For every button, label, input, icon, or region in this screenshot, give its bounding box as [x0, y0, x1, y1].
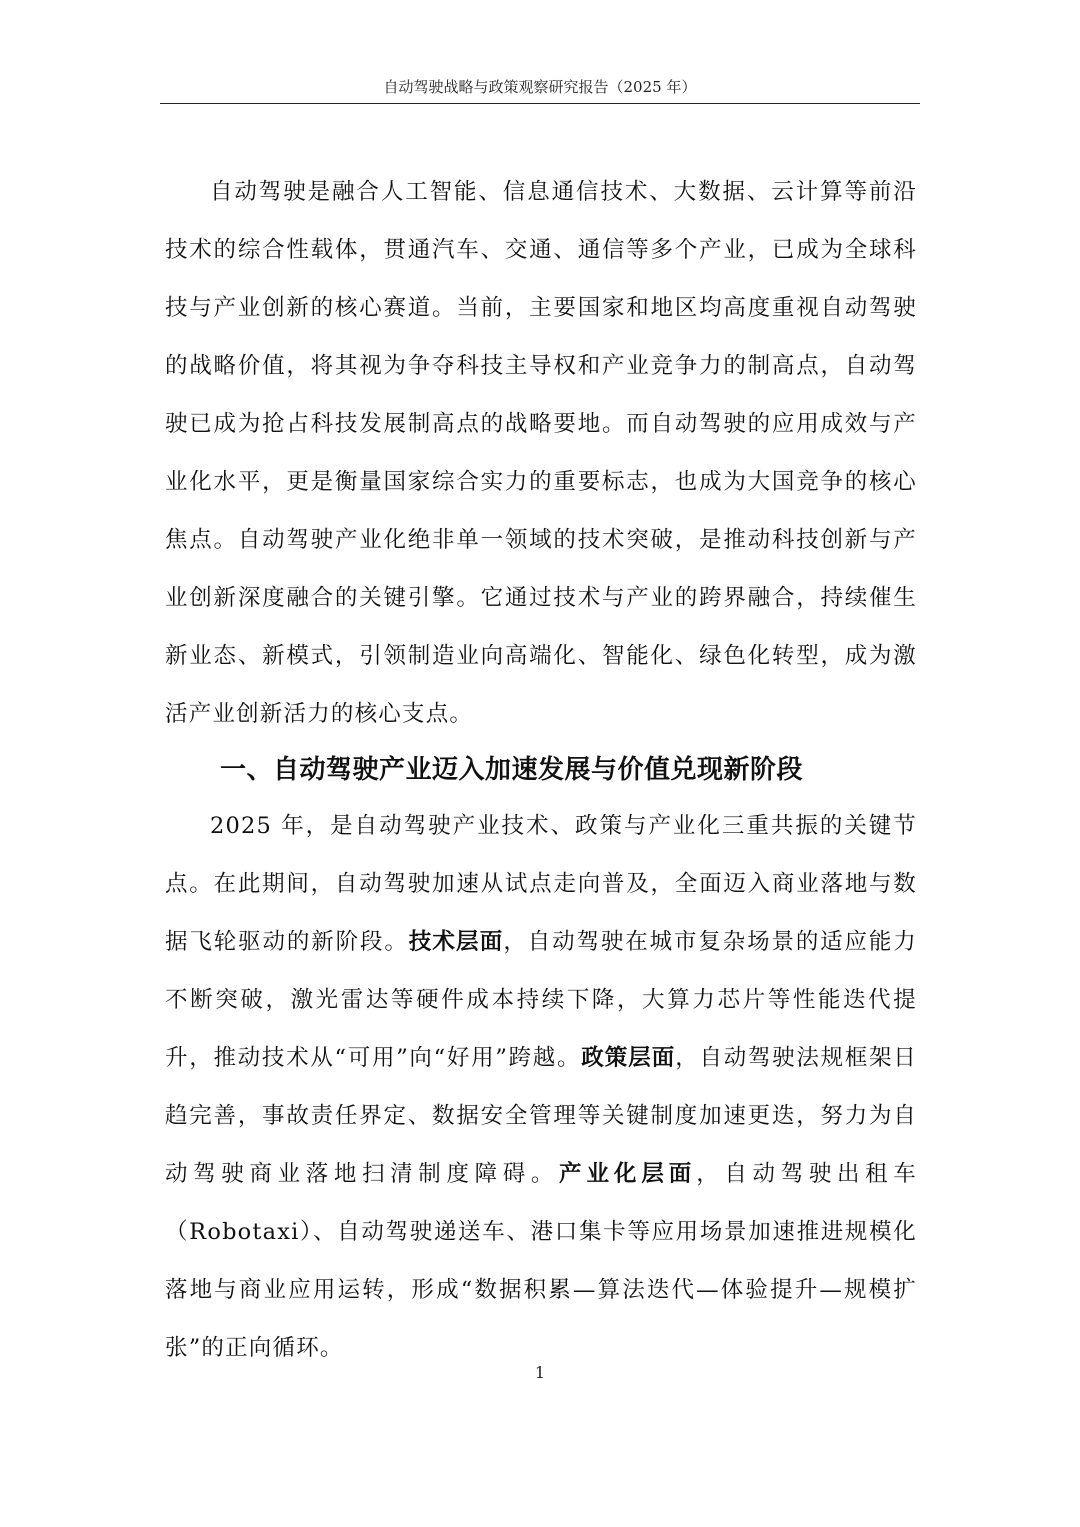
industry-level-label: 产业化层面 [559, 1161, 697, 1187]
section-intro-text: 2025 年，是自动驾驶产业技术、政策与产业化三重共振的关键节点。在此期间，自动驾驶加速从试点走向普及，全面迈入商业落地与数据飞轮驱动的新阶段。 [165, 813, 917, 955]
intro-paragraph: 自动驾驶是融合人工智能、信息通信技术、大数据、云计算等前沿技术的综合性载体，贯通汽车、交通、通信等多个产业，已成为全球科技与产业创新的核心赛道。当前，主要国家和地区均高度重视自动驾驶的战略价值，将其视为争夺科技主导权和产业竞争力的制高点，自动驾驶已成为抢占科技发展制高点的战略要地。而自动驾驶的应用成效与产业化水平，更是衡量国家综合实力的重要标志，也成为大国竞争的核心焦点。自动驾驶产业化绝非单一领域的技术突破，是推动科技创新与产业创新深度融合的关键引擎。它通过技术与产业的跨界融合，持续催生新业态、新模式，引领制造业向高端化、智能化、绿色化转型，成为激活产业创新活力的核心支点。 [165, 179, 917, 727]
section-heading: 一、自动驾驶产业迈入加速发展与价值兑现新阶段 [220, 755, 804, 785]
section-paragraph [165, 797, 917, 1377]
tech-level-text: ，自动驾驶在城市复杂场景的适应能力不断突破，激光雷达等硬件成本持续下降，大算力芯片等性能迭代提升，推动技术从“可用”向“好用”跨越。 [165, 929, 917, 1071]
page-number: 1 [534, 1363, 546, 1382]
page-body [165, 163, 917, 1377]
industry-level-text: ，自动驾驶出租车（Robotaxi）、自动驾驶递送车、港口集卡等应用场景加速推进规模化落地与商业应用运转，形成“数据积累—算法迭代—体验提升—规模扩张”的正向循环。 [165, 1161, 917, 1361]
running-header: 自动驾驶战略与政策观察研究报告（2025 年） [383, 78, 697, 96]
policy-level-text: ，自动驾驶法规框架日趋完善，事故责任界定、数据安全管理等关键制度加速更迭，努力为自动驾驶商业落地扫清制度障碍。 [165, 1045, 917, 1187]
header-rule [160, 103, 920, 104]
policy-level-label: 政策层面 [581, 1045, 676, 1071]
tech-level-label: 技术层面 [408, 929, 504, 955]
